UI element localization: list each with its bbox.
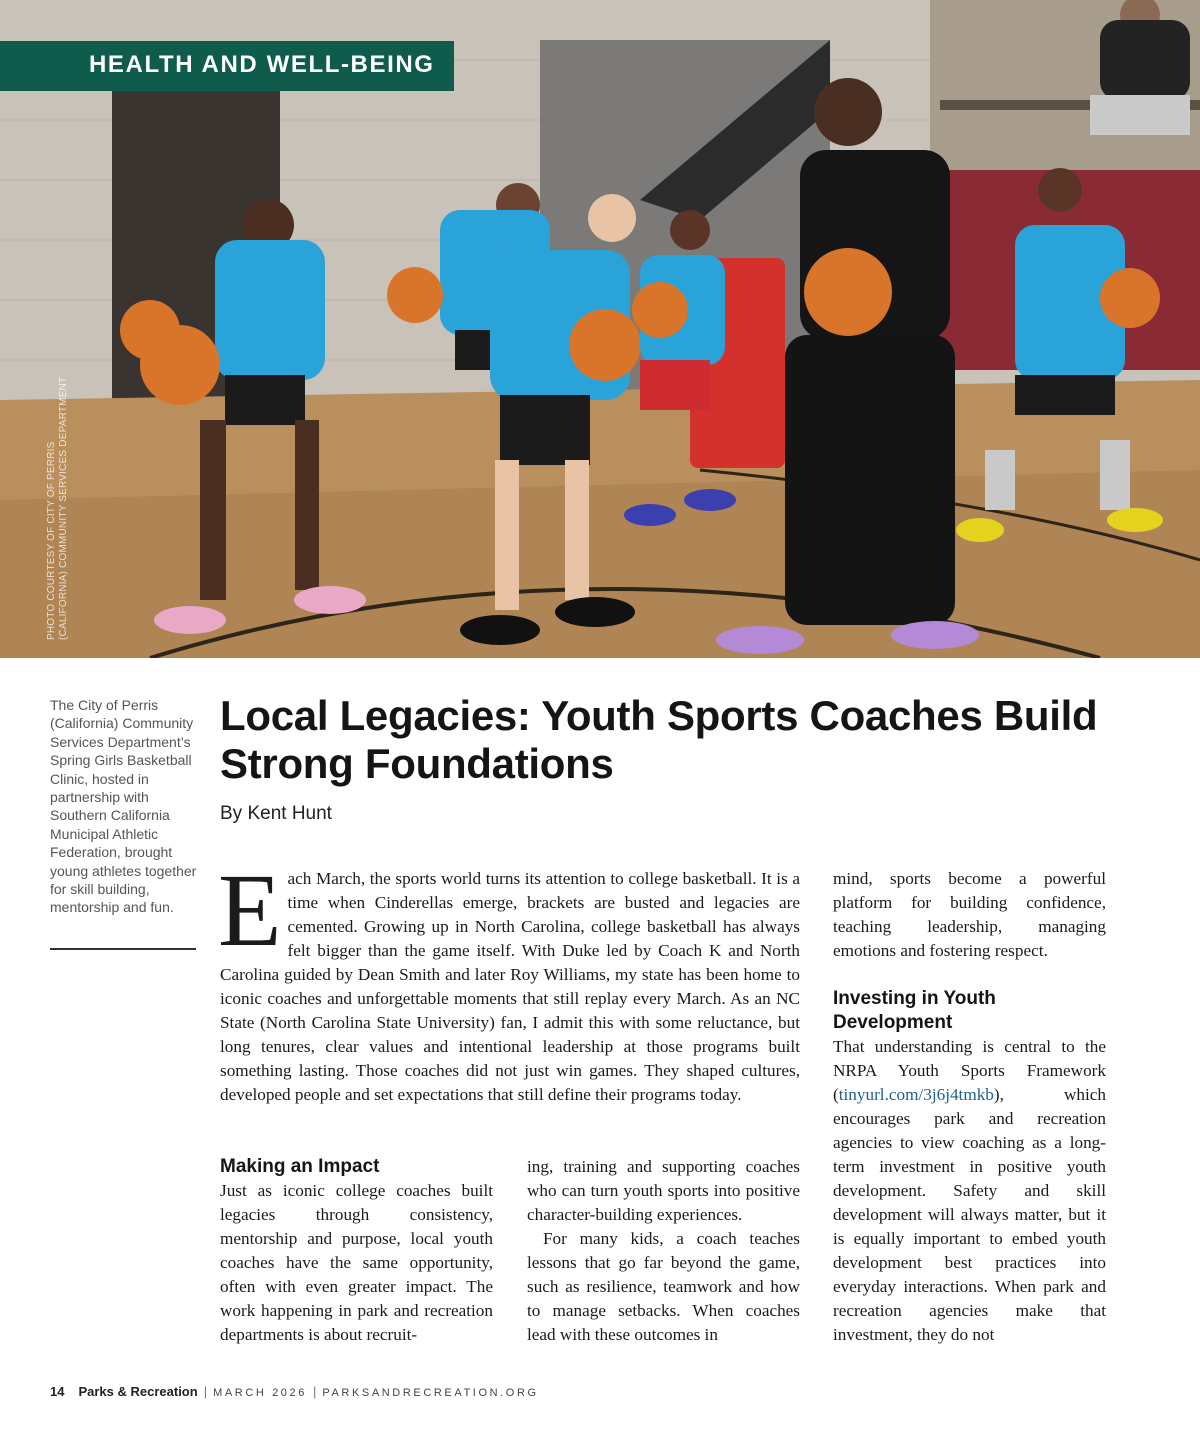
impact-paragraph-part-1: Just as iconic college coaches built legacies through consistency, mentorship and purpose, local youth coaches have the same opportunity, often with even greater impact. The work happening in park and recreation departments is about recruit- [220,1181,493,1344]
subhead-making-an-impact: Making an Impact [220,1156,380,1177]
column-3 [833,867,1106,1347]
lead-paragraph [218,853,800,1107]
caption-divider [50,948,196,950]
website-url[interactable]: PARKSANDRECREATION.ORG [322,1387,539,1399]
magazine-name: Parks & Recreation [78,1384,198,1399]
footer-separator: | [312,1384,317,1399]
issue-date: MARCH 2026 [213,1387,307,1399]
photo-caption: The City of Perris (California) Community Services Department’s Spring Girls Basketball Clinic, hosted in partnership with Southern California Municipal Athletic Federation, brought young athletes together for skill building, mentorship and fun. [50,697,197,916]
investing-text-1: That understanding is central to the NRPA Youth Sports Framework ( [833,1037,1106,1104]
section-tag: HEALTH AND WELL-BEING [0,41,454,91]
basketball-clinic-illustration [0,0,1200,658]
coach-lessons-continued: mind, sports become a powerful platform for building confidence, teaching leadership, managing emotions and fostering respect. [833,869,1106,960]
page-footer [50,1384,539,1402]
footer-separator: | [203,1384,208,1399]
coach-lessons-paragraph: For many kids, a coach teaches lessons that go far beyond the game, such as resilience, teamwork and how to manage setbacks. When coaches lead with these outcomes in [527,1229,800,1344]
framework-link[interactable]: tinyurl.com/3j6j4tmkb [838,1085,994,1104]
subhead-investing-in-youth-development: Investing in Youth Development [833,988,996,1033]
investing-text-2: ), which encourages park and recreation agencies to view coaching as a long-term investment in positive youth development. Safety and skill development will always matter, but it is equally important to embed youth development best practices into everyday interactions. When park and recreation agencies make that investment, they do not [833,1085,1106,1344]
impact-paragraph-part-2: ing, training and supporting coaches who can turn youth sports into positive character-building experiences. [527,1157,800,1224]
column-1 [220,1155,493,1347]
photo-credit: PHOTO COURTESY OF CITY OF PERRIS (CALIFORNIA) COMMUNITY SERVICES DEPARTMENT [46,376,69,640]
column-2 [527,1155,800,1347]
article-headline: Local Legacies: Youth Sports Coaches Build Strong Foundations [220,692,1098,787]
hero-photo [0,0,1200,658]
page-number: 14 [50,1384,65,1399]
investing-paragraph [833,1035,1106,1347]
drop-cap: E [218,853,282,968]
byline: By Kent Hunt [220,803,332,824]
lead-text: ach March, the sports world turns its attention to college basketball. It is a time when Cinderellas emerge, brackets are busted and legacies are cemented. Growing up in North Carolina, college basketball has always felt bigger than the game itself. With Duke led by Coach K and North Carolina guided by Dean Smith and later Roy Williams, my state has been home to iconic coaches and unforgettable moments that still replay every March. As an NC State (North Carolina State University) fan, I admit this with some reluctance, but long tenures, clear values and intentional leadership at those programs built something lasting. Those coaches did not just win games. They shaped cultures, developed people and set expectations that still define their programs today. [220,869,800,1104]
